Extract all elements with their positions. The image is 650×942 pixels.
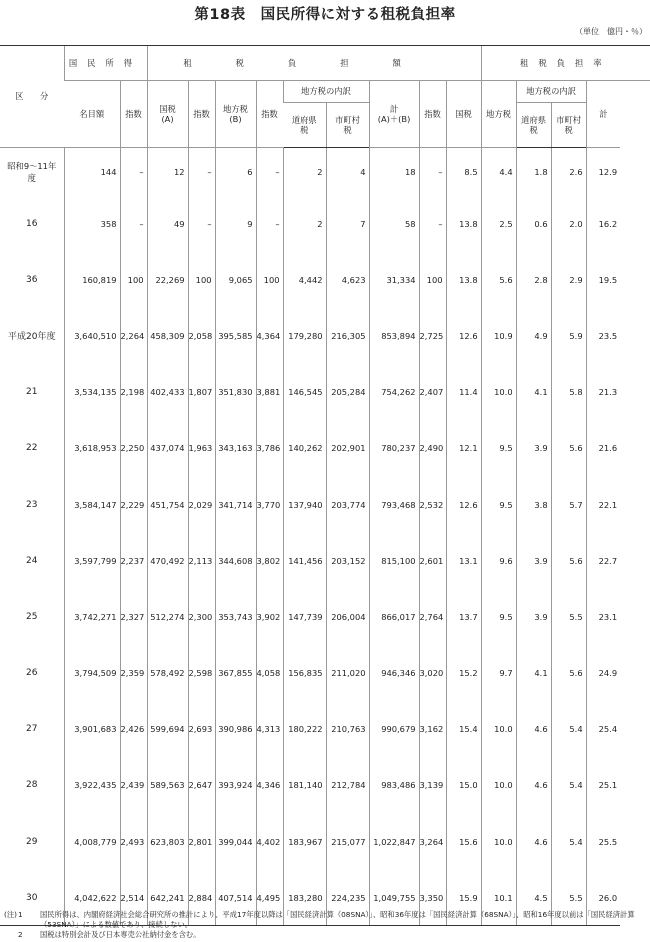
cell-r-tot: 24.9	[586, 645, 620, 701]
cell-nt: 49	[147, 196, 188, 252]
cell-nt: 512,274	[147, 589, 188, 645]
cell-nt: 470,492	[147, 533, 188, 589]
cell-pref: 140,262	[283, 420, 326, 476]
header-rate-municipal: 市町村税	[551, 103, 586, 148]
row-year: 平成20年度	[8, 332, 56, 343]
cell-r-lt: 9.6	[481, 533, 516, 589]
cell-r-nt: 15.6	[446, 814, 481, 870]
cell-r-muni: 5.4	[551, 757, 586, 813]
cell-r-muni: 2.9	[551, 252, 586, 308]
cell-muni: 205,284	[326, 364, 369, 420]
cell-r-pref: 0.6	[516, 196, 551, 252]
cell-r-nt: 13.1	[446, 533, 481, 589]
cell-nt: 12	[147, 148, 188, 196]
cell-lt: 6	[215, 148, 256, 196]
cell-r-pref: 1.8	[516, 148, 551, 196]
cell-muni: 206,004	[326, 589, 369, 645]
row-year: 36	[26, 274, 38, 285]
cell-lt: 399,044	[215, 814, 256, 870]
cell-ni: 4,042,622	[64, 870, 120, 926]
header-national-income: 国民所得	[64, 46, 147, 81]
cell-muni: 216,305	[326, 308, 369, 364]
cell-r-tot: 23.5	[586, 308, 620, 364]
cell-tot-idx: 2,490	[419, 420, 446, 476]
cell-r-tot: 21.6	[586, 420, 620, 476]
cell-r-tot: 21.3	[586, 364, 620, 420]
row-year: 昭和9～11年度	[7, 160, 57, 183]
cell-lt: 9,065	[215, 252, 256, 308]
cell-r-lt: 10.0	[481, 814, 516, 870]
cell-tot-idx: 2,407	[419, 364, 446, 420]
cell-lt: 367,855	[215, 645, 256, 701]
cell-pref: 181,140	[283, 757, 326, 813]
cell-pref: 4,442	[283, 252, 326, 308]
header-lt-index: 指数	[256, 81, 283, 148]
cell-r-tot: 23.1	[586, 589, 620, 645]
cell-tot-idx: 2,601	[419, 533, 446, 589]
cell-r-lt: 2.5	[481, 196, 516, 252]
cell-tot: 754,262	[369, 364, 419, 420]
header-prefectural: 道府県税	[283, 103, 326, 148]
table-row	[0, 420, 650, 476]
cell-ni: 3,742,271	[64, 589, 120, 645]
cell-lt: 393,924	[215, 757, 256, 813]
cell-r-tot: 16.2	[586, 196, 620, 252]
cell-r-pref: 4.1	[516, 364, 551, 420]
cell-ni: 3,640,510	[64, 308, 120, 364]
cell-tot-idx: 2,725	[419, 308, 446, 364]
cell-muni: 215,077	[326, 814, 369, 870]
cell-ni-idx: 2,237	[120, 533, 147, 589]
cell-r-muni: 5.8	[551, 364, 586, 420]
cell-r-pref: 2.8	[516, 252, 551, 308]
table-row	[0, 252, 650, 308]
header-ni-index: 指数	[120, 81, 147, 148]
cell-r-muni: 2.0	[551, 196, 586, 252]
cell-r-pref: 4.1	[516, 645, 551, 701]
cell-r-nt: 12.6	[446, 308, 481, 364]
cell-tot-idx: 3,139	[419, 757, 446, 813]
cell-ni: 3,901,683	[64, 701, 120, 757]
cell-ni-idx: 2,250	[120, 420, 147, 476]
cell-r-tot: 26.0	[586, 870, 620, 926]
cell-lt: 343,163	[215, 420, 256, 476]
cell-r-pref: 3.8	[516, 476, 551, 532]
header-rate-total: 計	[586, 81, 620, 148]
cell-r-lt: 10.0	[481, 364, 516, 420]
cell-pref: 156,835	[283, 645, 326, 701]
cell-r-muni: 5.9	[551, 308, 586, 364]
cell-r-muni: 5.7	[551, 476, 586, 532]
cell-ni-idx: 2,514	[120, 870, 147, 926]
table-row	[0, 645, 650, 701]
cell-tot: 983,486	[369, 757, 419, 813]
cell-ni-idx: –	[120, 148, 147, 196]
cell-ni: 3,584,147	[64, 476, 120, 532]
row-year: 29	[26, 836, 38, 847]
table-row	[0, 196, 650, 252]
header-municipal: 市町村税	[326, 103, 369, 148]
row-year: 24	[26, 555, 38, 566]
row-year: 27	[26, 724, 38, 735]
table-row	[0, 589, 650, 645]
cell-tot: 1,022,847	[369, 814, 419, 870]
cell-tot: 853,894	[369, 308, 419, 364]
cell-ni: 3,794,509	[64, 645, 120, 701]
cell-ni: 160,819	[64, 252, 120, 308]
cell-nt-idx: 2,029	[188, 476, 215, 532]
cell-tot-idx: 100	[419, 252, 446, 308]
table-row	[0, 364, 650, 420]
cell-r-tot: 25.5	[586, 814, 620, 870]
cell-r-lt: 10.0	[481, 701, 516, 757]
cell-lt: 9	[215, 196, 256, 252]
cell-pref: 137,940	[283, 476, 326, 532]
cell-ni: 358	[64, 196, 120, 252]
cell-tot: 946,346	[369, 645, 419, 701]
cell-r-pref: 4.6	[516, 701, 551, 757]
cell-tot: 780,237	[369, 420, 419, 476]
header-rate-national: 国税	[446, 81, 481, 148]
cell-lt-idx: 4,346	[256, 757, 283, 813]
cell-lt-idx: 3,881	[256, 364, 283, 420]
cell-r-nt: 11.4	[446, 364, 481, 420]
cell-nt: 22,269	[147, 252, 188, 308]
header-local-breakdown: 地方税の内訳	[283, 81, 369, 103]
cell-r-nt: 15.2	[446, 645, 481, 701]
cell-lt-idx: 100	[256, 252, 283, 308]
cell-muni: 7	[326, 196, 369, 252]
cell-pref: 141,456	[283, 533, 326, 589]
cell-tot: 793,468	[369, 476, 419, 532]
cell-nt-idx: 2,801	[188, 814, 215, 870]
row-year: 26	[26, 668, 38, 679]
table-row	[0, 476, 650, 532]
cell-ni-idx: 2,439	[120, 757, 147, 813]
cell-ni: 3,597,799	[64, 533, 120, 589]
cell-lt-idx: 3,902	[256, 589, 283, 645]
cell-r-nt: 12.6	[446, 476, 481, 532]
row-year: 22	[26, 443, 38, 454]
cell-tot-idx: –	[419, 196, 446, 252]
cell-muni: 4	[326, 148, 369, 196]
cell-nt-idx: 2,693	[188, 701, 215, 757]
cell-r-tot: 12.9	[586, 148, 620, 196]
cell-nt-idx: –	[188, 148, 215, 196]
cell-r-muni: 5.6	[551, 645, 586, 701]
cell-ni: 4,008,779	[64, 814, 120, 870]
cell-tot-idx: 3,350	[419, 870, 446, 926]
cell-r-muni: 5.6	[551, 533, 586, 589]
cell-muni: 4,623	[326, 252, 369, 308]
header-rate-prefectural: 道府県税	[516, 103, 551, 148]
cell-pref: 183,967	[283, 814, 326, 870]
cell-tot: 866,017	[369, 589, 419, 645]
cell-nt-idx: 2,300	[188, 589, 215, 645]
header-nominal: 名目額	[64, 81, 120, 148]
cell-r-muni: 5.4	[551, 701, 586, 757]
cell-ni-idx: 2,264	[120, 308, 147, 364]
cell-lt: 395,585	[215, 308, 256, 364]
cell-nt: 578,492	[147, 645, 188, 701]
table-row	[0, 814, 650, 870]
header-total-index: 指数	[419, 81, 446, 148]
cell-ni-idx: 100	[120, 252, 147, 308]
cell-lt: 353,743	[215, 589, 256, 645]
cell-nt-idx: 2,058	[188, 308, 215, 364]
cell-nt-idx: 1,963	[188, 420, 215, 476]
cell-nt: 589,563	[147, 757, 188, 813]
tax-burden-table	[0, 45, 650, 926]
cell-nt-idx: 1,807	[188, 364, 215, 420]
cell-r-muni: 5.5	[551, 870, 586, 926]
header-tax-amount: 租税負担額	[147, 46, 481, 81]
cell-nt-idx: –	[188, 196, 215, 252]
row-year: 25	[26, 611, 38, 622]
cell-r-nt: 13.8	[446, 252, 481, 308]
cell-r-nt: 13.8	[446, 196, 481, 252]
cell-tot-idx: –	[419, 148, 446, 196]
cell-tot-idx: 3,020	[419, 645, 446, 701]
cell-r-nt: 8.5	[446, 148, 481, 196]
note-item: 2 国税は特別会計及び日本専売公社納付金を含む。	[18, 929, 201, 939]
cell-r-lt: 9.7	[481, 645, 516, 701]
cell-r-lt: 4.4	[481, 148, 516, 196]
cell-nt: 437,074	[147, 420, 188, 476]
cell-nt-idx: 2,884	[188, 870, 215, 926]
cell-pref: 180,222	[283, 701, 326, 757]
cell-pref: 2	[283, 196, 326, 252]
header-total: 計 (A)＋(B)	[369, 81, 419, 148]
cell-nt: 402,433	[147, 364, 188, 420]
cell-r-lt: 9.5	[481, 589, 516, 645]
cell-lt-idx: 3,802	[256, 533, 283, 589]
cell-ni: 3,618,953	[64, 420, 120, 476]
header-kubun: 区 分	[0, 46, 64, 148]
cell-r-muni: 2.6	[551, 148, 586, 196]
cell-r-lt: 5.6	[481, 252, 516, 308]
cell-pref: 147,739	[283, 589, 326, 645]
cell-lt-idx: –	[256, 148, 283, 196]
cell-nt-idx: 2,598	[188, 645, 215, 701]
cell-nt: 451,754	[147, 476, 188, 532]
cell-r-nt: 15.9	[446, 870, 481, 926]
cell-r-lt: 9.5	[481, 420, 516, 476]
cell-nt: 599,694	[147, 701, 188, 757]
table-row	[0, 308, 650, 364]
cell-nt: 642,241	[147, 870, 188, 926]
cell-r-pref: 3.9	[516, 589, 551, 645]
header-rate-local-breakdown: 地方税の内訳	[516, 81, 586, 103]
cell-lt-idx: –	[256, 196, 283, 252]
cell-r-tot: 22.1	[586, 476, 620, 532]
cell-ni-idx: 2,426	[120, 701, 147, 757]
cell-r-lt: 10.0	[481, 757, 516, 813]
cell-lt: 341,714	[215, 476, 256, 532]
cell-r-lt: 10.1	[481, 870, 516, 926]
cell-r-tot: 25.1	[586, 757, 620, 813]
cell-r-nt: 12.1	[446, 420, 481, 476]
cell-ni: 144	[64, 148, 120, 196]
cell-pref: 146,545	[283, 364, 326, 420]
cell-ni-idx: 2,327	[120, 589, 147, 645]
cell-r-pref: 4.9	[516, 308, 551, 364]
cell-muni: 203,152	[326, 533, 369, 589]
row-year: 21	[26, 387, 38, 398]
cell-muni: 210,763	[326, 701, 369, 757]
cell-ni: 3,922,435	[64, 757, 120, 813]
cell-nt: 623,803	[147, 814, 188, 870]
cell-r-pref: 4.6	[516, 757, 551, 813]
header-burden-rate: 租税負担率	[481, 46, 650, 81]
cell-lt-idx: 4,402	[256, 814, 283, 870]
cell-lt-idx: 4,495	[256, 870, 283, 926]
page-title: 第18表 国民所得に対する租税負担率	[194, 7, 456, 23]
cell-r-lt: 9.5	[481, 476, 516, 532]
cell-r-tot: 25.4	[586, 701, 620, 757]
cell-pref: 183,280	[283, 870, 326, 926]
header-national-tax: 国税 (A)	[147, 81, 188, 148]
table-row	[0, 533, 650, 589]
cell-lt: 351,830	[215, 364, 256, 420]
table-row	[0, 757, 650, 813]
cell-r-pref: 3.9	[516, 420, 551, 476]
cell-tot: 31,334	[369, 252, 419, 308]
cell-muni: 212,784	[326, 757, 369, 813]
cell-muni: 211,020	[326, 645, 369, 701]
cell-ni-idx: 2,493	[120, 814, 147, 870]
row-year: 16	[26, 218, 38, 229]
row-year: 28	[26, 780, 38, 791]
cell-ni-idx: 2,359	[120, 645, 147, 701]
cell-tot-idx: 2,532	[419, 476, 446, 532]
cell-lt: 390,986	[215, 701, 256, 757]
header-nt-index: 指数	[188, 81, 215, 148]
cell-tot-idx: 3,264	[419, 814, 446, 870]
cell-r-muni: 5.5	[551, 589, 586, 645]
cell-r-tot: 19.5	[586, 252, 620, 308]
cell-lt-idx: 3,770	[256, 476, 283, 532]
cell-tot: 1,049,755	[369, 870, 419, 926]
cell-lt-idx: 4,364	[256, 308, 283, 364]
cell-tot: 815,100	[369, 533, 419, 589]
table-row	[0, 701, 650, 757]
cell-tot-idx: 3,162	[419, 701, 446, 757]
cell-r-nt: 13.7	[446, 589, 481, 645]
note-item: (注) 1 国民所得は、内閣府経済社会総合研究所の推計により、平成17年度以降は「国民経済計算（08SNA）」、昭和36年度は「国民経済計算（68SNA）」、昭和16年度以前は「国民経済計算（53SNA）」による数値であり、接続しない。	[4, 910, 635, 929]
notes	[4, 910, 648, 940]
cell-nt-idx: 2,647	[188, 757, 215, 813]
cell-nt: 458,309	[147, 308, 188, 364]
cell-lt: 344,608	[215, 533, 256, 589]
cell-r-pref: 4.6	[516, 814, 551, 870]
cell-r-pref: 4.5	[516, 870, 551, 926]
cell-muni: 202,901	[326, 420, 369, 476]
cell-nt-idx: 100	[188, 252, 215, 308]
cell-muni: 203,774	[326, 476, 369, 532]
cell-ni-idx: 2,229	[120, 476, 147, 532]
cell-r-muni: 5.4	[551, 814, 586, 870]
cell-lt-idx: 4,058	[256, 645, 283, 701]
cell-tot: 58	[369, 196, 419, 252]
cell-r-tot: 22.7	[586, 533, 620, 589]
cell-nt-idx: 2,113	[188, 533, 215, 589]
row-year: 23	[26, 499, 38, 510]
cell-ni-idx: 2,198	[120, 364, 147, 420]
cell-ni-idx: –	[120, 196, 147, 252]
header-local-tax: 地方税 (B)	[215, 81, 256, 148]
cell-lt-idx: 3,786	[256, 420, 283, 476]
cell-r-muni: 5.6	[551, 420, 586, 476]
cell-lt-idx: 4,313	[256, 701, 283, 757]
table-row	[0, 148, 650, 196]
header-rate-local: 地方税	[481, 81, 516, 148]
cell-muni: 224,235	[326, 870, 369, 926]
cell-pref: 2	[283, 148, 326, 196]
cell-r-pref: 3.9	[516, 533, 551, 589]
cell-pref: 179,280	[283, 308, 326, 364]
cell-tot-idx: 2,764	[419, 589, 446, 645]
row-year: 30	[0, 870, 64, 926]
cell-r-nt: 15.0	[446, 757, 481, 813]
cell-ni: 3,534,135	[64, 364, 120, 420]
cell-tot: 18	[369, 148, 419, 196]
unit-label: （単位 億円・％）	[575, 27, 647, 36]
cell-r-nt: 15.4	[446, 701, 481, 757]
cell-tot: 990,679	[369, 701, 419, 757]
cell-r-lt: 10.9	[481, 308, 516, 364]
cell-lt: 407,514	[215, 870, 256, 926]
